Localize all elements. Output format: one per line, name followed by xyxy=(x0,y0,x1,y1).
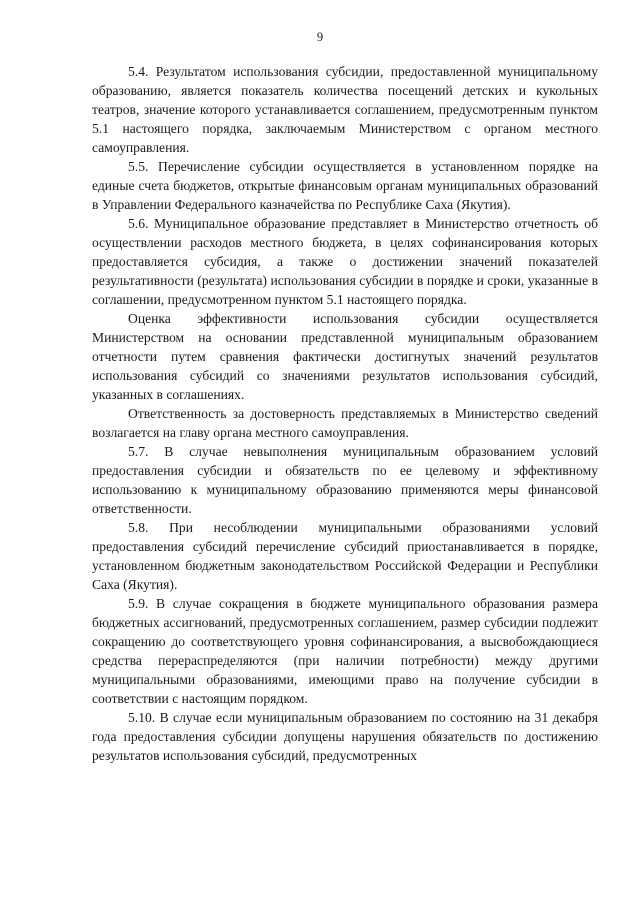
paragraph-5-5: 5.5. Перечисление субсидии осуществляется в установленном порядке на единые счета бюджетов, открытые финансовым органам муниципальных образований в Управлении Федерального казначейства по Республике Саха (Якутия). xyxy=(92,159,598,212)
paragraph-efficiency-assessment: Оценка эффективности использования субсидии осуществляется Министерством на основании представленной муниципальным образованием отчетности путем сравнения фактически достигнутых значений результатов использования субсидий со значениями результатов использования субсидий, указанных в соглашениях. xyxy=(92,311,598,402)
document-body xyxy=(92,62,598,765)
paragraph-5-4: 5.4. Результатом использования субсидии, предоставленной муниципальному образованию, является показатель количества посещений детских и кукольных театров, значение которого устанавливается соглашением, предусмотренным пунктом 5.1 настоящего порядка, заключаемым Министерством с органом местного самоуправления. xyxy=(92,64,598,155)
page-number: 9 xyxy=(316,30,324,44)
paragraph-5-7: 5.7. В случае невыполнения муниципальным образованием условий предоставления субсидии и обязательств по ее целевому и эффективному использованию к муниципальному образованию применяются меры финансовой ответственности. xyxy=(92,444,598,516)
paragraph-5-10: 5.10. В случае если муниципальным образованием по состоянию на 31 декабря года предоставления субсидии допущены нарушения обязательств по достижению результатов использования субсидий, предусмотренных xyxy=(92,710,598,763)
paragraph-responsibility: Ответственность за достоверность представляемых в Министерство сведений возлагается на главу органа местного самоуправления. xyxy=(92,406,598,440)
paragraph-5-6: 5.6. Муниципальное образование представляет в Министерство отчетность об осуществлении расходов местного бюджета, в целях софинансирования которых предоставляется субсидия, а также о достижении значений показателей результативности (результата) использования субсидии в порядке и сроки, указанные в соглашении, предусмотренном пунктом 5.1 настоящего порядка. xyxy=(92,216,598,307)
paragraph-5-8: 5.8. При несоблюдении муниципальными образованиями условий предоставления субсидий перечисление субсидий приостанавливается в порядке, установленном бюджетным законодательством Российской Федерации и Республики Саха (Якутия). xyxy=(92,520,598,592)
paragraph-5-9: 5.9. В случае сокращения в бюджете муниципального образования размера бюджетных ассигнований, предусмотренных соглашением, размер субсидии подлежит сокращению до соответствующего уровня софинансирования, а высвобождающиеся средства перераспределяются (при наличии потребности) между другими муниципальными образованиями, имеющими право на получение субсидии в соответствии с настоящим порядком. xyxy=(92,596,598,706)
